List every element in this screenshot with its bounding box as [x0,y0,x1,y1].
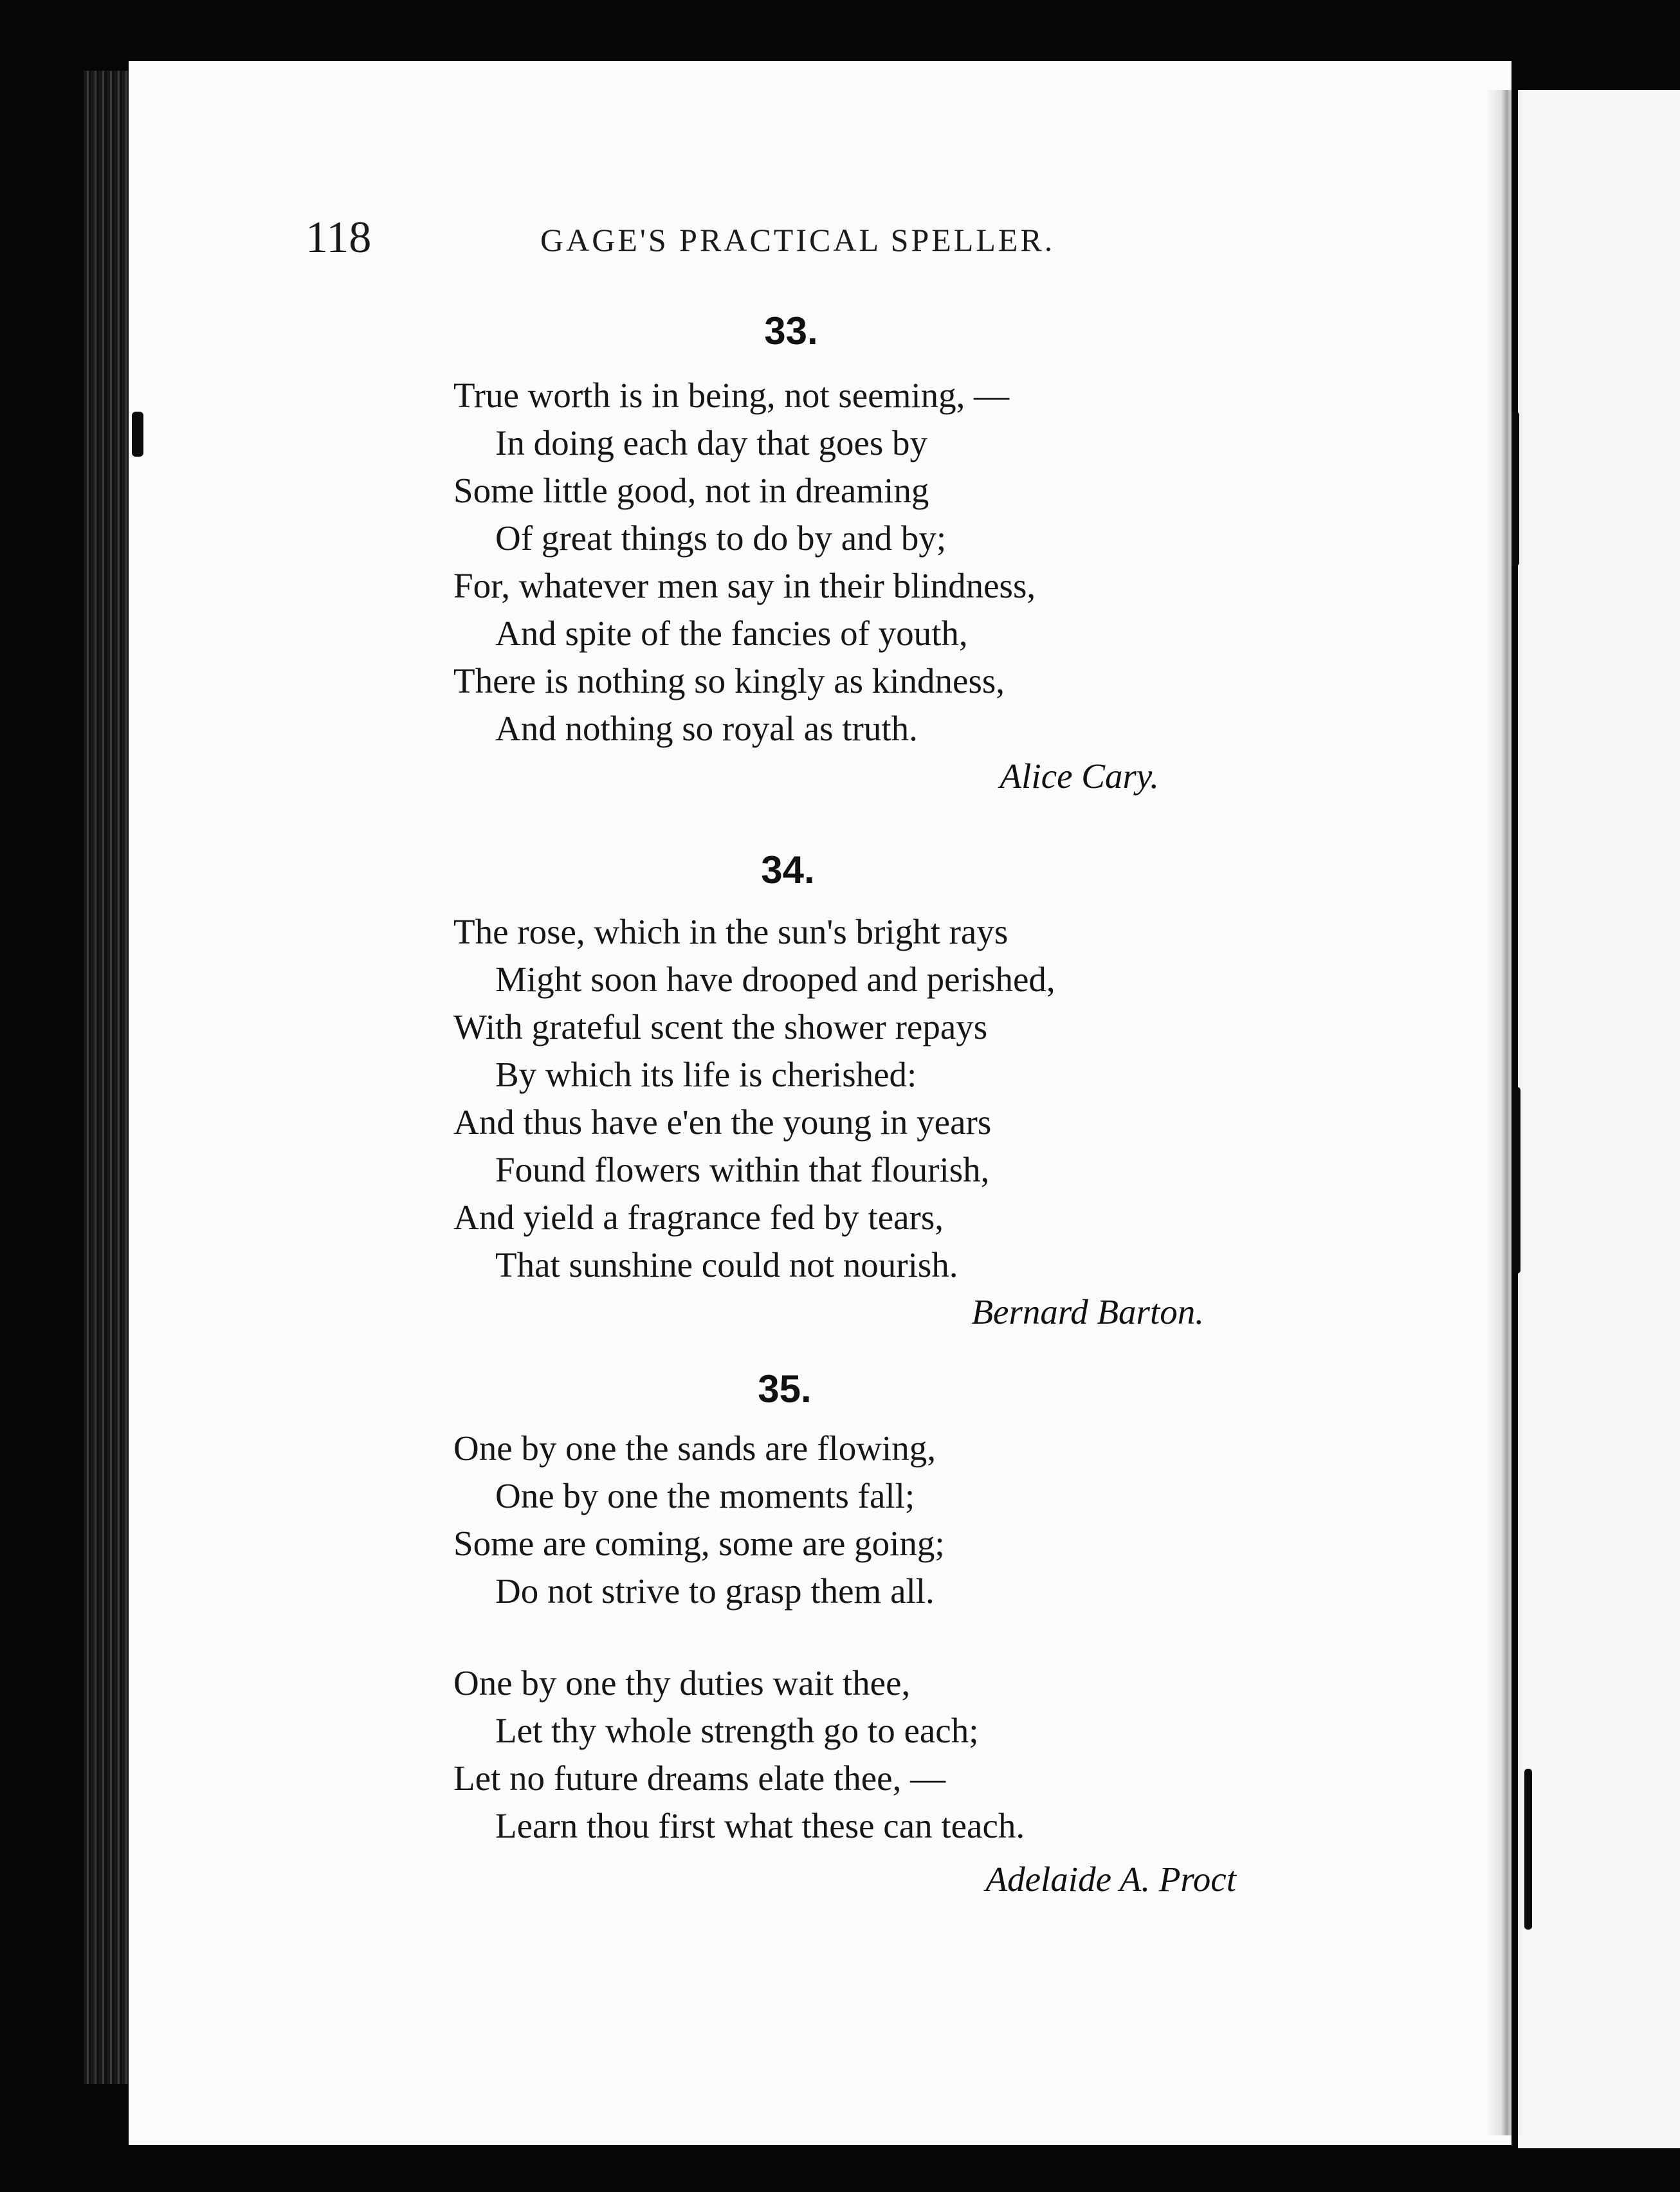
verse-line: Learn thou first what these can teach. [495,1806,1025,1845]
poem-number: 35. [758,1367,812,1411]
poem-number: 33. [764,309,818,352]
verse-line: Let no future dreams elate thee, — [453,1758,946,1798]
verse-line: With grateful scent the shower repays [453,1007,988,1046]
verse-line: One by one thy duties wait thee, [453,1663,911,1703]
binding-mark [1511,412,1519,566]
verse-line: And thus have e'en the young in years [453,1102,992,1142]
poem-number: 34. [761,848,815,891]
poem-author: Bernard Barton. [971,1292,1204,1331]
verse-line: That sunshine could not nourish. [495,1245,958,1284]
binding-mark [1513,1087,1520,1274]
running-title: GAGE'S PRACTICAL SPELLER. [540,222,1055,258]
verse-line: By which its life is cherished: [495,1055,917,1094]
stanza [453,1425,1290,1615]
verse-line: Some little good, not in dreaming [453,471,929,510]
stanza [453,1659,1290,1850]
verse-line: In doing each day that goes by [495,423,928,462]
verse-line: Do not strive to grasp them all. [495,1571,935,1611]
facing-page-edge [1518,90,1680,2148]
verse-line: One by one the moments fall; [495,1476,915,1515]
book-page-edges [84,71,132,2084]
verse-line: And spite of the fancies of youth, [495,614,968,653]
verse-line: One by one the sands are flowing, [453,1429,936,1468]
verse-line: For, whatever men say in their blindness, [453,566,1036,605]
verse-line: The rose, which in the sun's bright rays [453,912,1009,951]
running-header [306,212,1084,264]
verse-line: Found flowers within that flourish, [495,1150,990,1189]
verse-line: Some are coming, some are going; [453,1524,945,1563]
verse-line: Of great things to do by and by; [495,518,947,558]
page-notch [132,412,143,457]
stanza [453,372,1290,753]
verse-line: Might soon have drooped and perished, [495,960,1055,999]
stanza [453,908,1290,1289]
verse-line: True worth is in being, not seeming, — [453,376,1010,415]
binding-mark [1524,1769,1532,1930]
poem-author: Alice Cary. [1000,756,1159,796]
verse-line: Let thy whole strength go to each; [495,1711,979,1750]
verse-line: And yield a fragrance fed by tears, [453,1198,944,1237]
verse-line: There is nothing so kingly as kindness, [453,661,1005,700]
poem-author: Adelaide A. Proct [985,1859,1236,1899]
page-number: 118 [306,213,372,262]
verse-line: And nothing so royal as truth. [495,709,918,748]
